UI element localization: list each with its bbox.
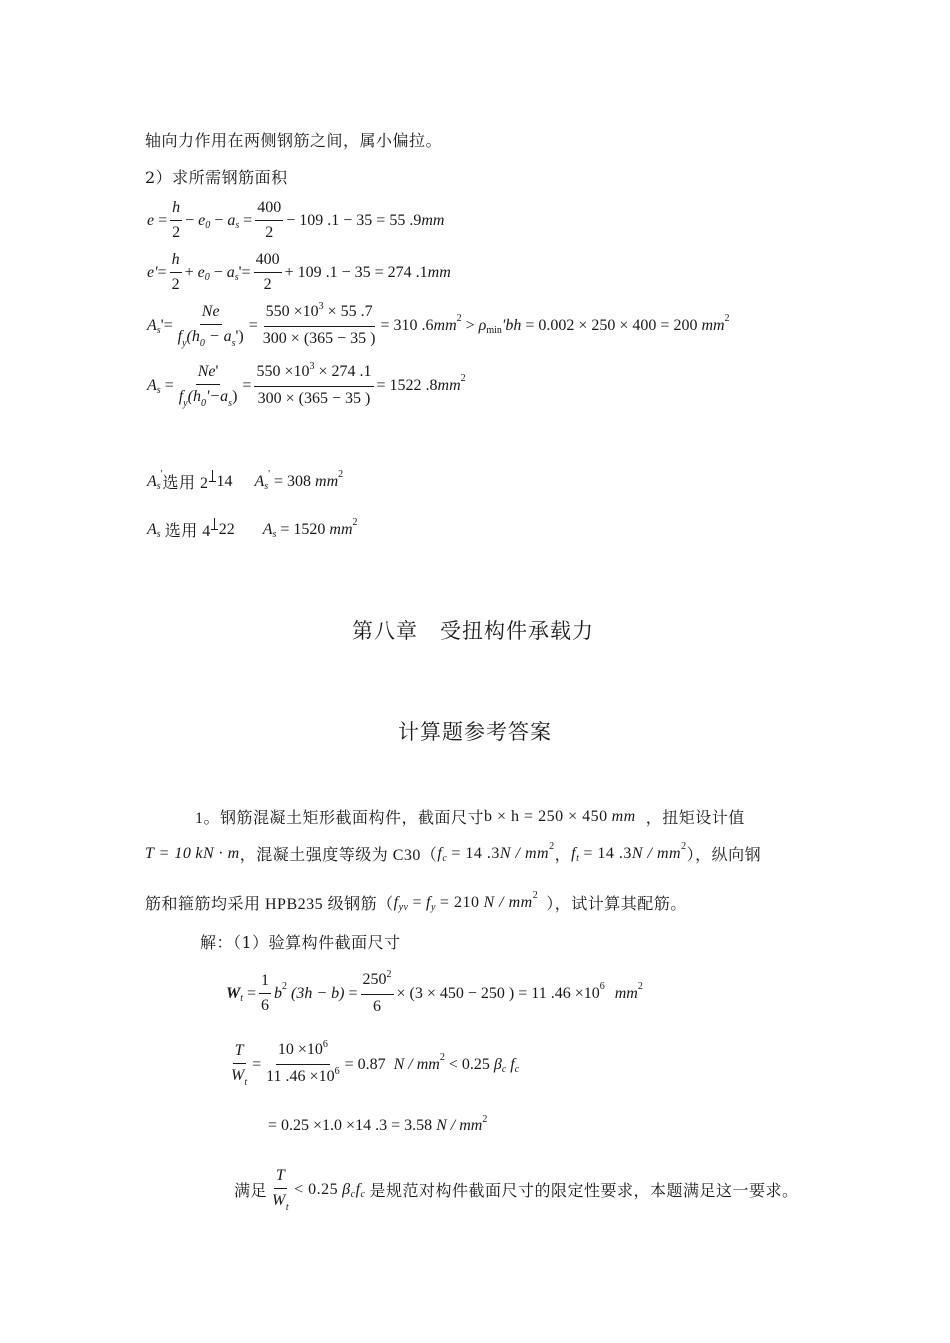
numerator: h bbox=[170, 198, 182, 221]
eq-value: b × h = 250 × 450 bbox=[484, 807, 608, 825]
conclusion-text: 是规范对构件截面尺寸的限定性要求，本题满足这一要求。 bbox=[369, 1183, 799, 1200]
eq-symbol: (h bbox=[187, 388, 201, 405]
numerator bbox=[264, 302, 375, 327]
fraction bbox=[229, 1041, 249, 1088]
subscript: c bbox=[442, 853, 448, 864]
prime-mark: ' bbox=[215, 363, 219, 380]
subscript: 0 bbox=[199, 338, 205, 349]
eq-symbol: e bbox=[198, 211, 206, 229]
eq-symbol: '−a bbox=[205, 388, 229, 405]
bar-diameter: 14 bbox=[216, 472, 233, 490]
subscript: s bbox=[234, 272, 239, 283]
subscript: s bbox=[231, 338, 236, 349]
equation-wt: W t = $\frac{1}{6}$ b 2 (3h − b) = $\frac{250^2}{6}$ × (3 × 450 − 250 ) = 11 .46 ×10 6 mm 2 bbox=[226, 969, 643, 1015]
fraction bbox=[170, 250, 182, 295]
superscript: 2 bbox=[549, 841, 555, 852]
eq-unit: N / mm bbox=[483, 893, 533, 911]
superscript: 2 bbox=[532, 890, 539, 901]
equation-as-prime: A s ' = $\frac{Ne}{f_y(h_0 - a_s')}$ = $\frac{550 \times 10^3 \times 55 .7}{300 \times (365 - 35 )}$ = 310 .6 mm 2 > ρ min 'bh = 0.002 × 250 × 400 = 200 mm 2 bbox=[147, 301, 730, 349]
subscript: yv bbox=[398, 902, 409, 913]
denominator bbox=[176, 325, 246, 349]
fraction bbox=[361, 970, 394, 1017]
superscript: 2 bbox=[681, 841, 687, 852]
subscript: c bbox=[501, 1064, 507, 1075]
eq-symbol: Ne bbox=[197, 363, 216, 380]
eq-symbol: f bbox=[571, 844, 577, 862]
problem-text: ，混凝土强度等级为 C30（ bbox=[239, 847, 438, 864]
eq-operator: > bbox=[465, 316, 475, 334]
eq-symbol: f bbox=[178, 388, 184, 405]
eq-unit: mm bbox=[701, 316, 725, 334]
eq-value: = 1522 .8 bbox=[376, 376, 438, 394]
eq-unit: mm bbox=[315, 472, 339, 490]
eq-unit: mm bbox=[329, 520, 353, 538]
chapter-title: 第八章 受扭构件承载力 bbox=[352, 619, 594, 643]
eq-symbol: (3h − b) bbox=[291, 984, 345, 1002]
subscript: t bbox=[285, 1202, 290, 1213]
eq-value: 550 ×10 bbox=[256, 363, 310, 380]
problem-text: ），试计算其配筋。 bbox=[546, 896, 687, 913]
denominator bbox=[177, 385, 240, 409]
denominator bbox=[229, 1064, 249, 1088]
eq-symbol: A bbox=[262, 520, 273, 538]
fraction bbox=[264, 1040, 341, 1089]
eq-unit: mm bbox=[611, 807, 636, 825]
eq-value: 550 ×10 bbox=[265, 303, 319, 320]
eq-unit: kN · m bbox=[195, 844, 240, 862]
superscript: 2 bbox=[460, 373, 466, 384]
denominator: 2 bbox=[172, 224, 181, 241]
fraction bbox=[254, 250, 282, 295]
problem-text: 筋和箍筋均采用 HPB235 级钢筋（ bbox=[145, 896, 394, 913]
subscript: c bbox=[350, 1189, 356, 1200]
selection-as-prime bbox=[147, 470, 343, 493]
eq-symbol: b bbox=[274, 984, 283, 1002]
fraction bbox=[261, 302, 378, 349]
denominator: 2 bbox=[263, 276, 272, 293]
numerator: 400 bbox=[255, 198, 283, 221]
eq-value: × 55 .7 bbox=[323, 303, 373, 320]
subscript: y bbox=[430, 902, 436, 913]
problem-text: 1。钢筋混凝土矩形截面构件，截面尺寸 bbox=[195, 810, 485, 827]
numerator: T bbox=[233, 1041, 246, 1064]
section-subtitle: 计算题参考答案 bbox=[398, 720, 552, 744]
eq-value: × 274 .1 bbox=[314, 363, 372, 380]
eq-symbol: f bbox=[437, 844, 443, 862]
subscript: t bbox=[244, 1077, 248, 1088]
subscript: s bbox=[156, 529, 161, 540]
subscript: y bbox=[182, 338, 187, 349]
subscript: y bbox=[183, 398, 188, 409]
subscript: 0 bbox=[200, 398, 206, 409]
subscript: s bbox=[156, 481, 161, 492]
problem-text: ），纵向钢 bbox=[686, 847, 762, 864]
superscript: 2 bbox=[352, 517, 358, 528]
subscript: c bbox=[360, 1189, 366, 1200]
subscript: t bbox=[240, 993, 244, 1004]
eq-symbol: f bbox=[177, 328, 183, 345]
eq-symbol: (h bbox=[186, 328, 200, 345]
superscript: 6 bbox=[599, 981, 605, 992]
numerator: Ne bbox=[200, 302, 222, 325]
numerator: h bbox=[170, 250, 182, 273]
numerator bbox=[276, 1040, 330, 1065]
equation-e: e = $\frac{h}{2}$ − e 0 − a s = $\frac{400}{2}$ − 109 .1 − 35 = 55 .9 mm bbox=[147, 199, 445, 241]
denominator: 2 bbox=[171, 276, 180, 293]
eq-symbol: f bbox=[510, 1055, 515, 1073]
subscript: c bbox=[514, 1064, 520, 1075]
denominator: 6 bbox=[373, 998, 382, 1015]
superscript: 2 bbox=[637, 981, 643, 992]
step2-heading: 2）求所需钢筋面积 bbox=[145, 168, 288, 187]
eq-symbol: ) bbox=[232, 388, 238, 405]
eq-value: − 109 .1 − 35 = 55 .9 bbox=[286, 211, 422, 229]
eq-symbol: A bbox=[147, 376, 157, 394]
eq-symbol: a bbox=[227, 211, 236, 229]
eq-value: = 14 .3 bbox=[583, 844, 632, 862]
numerator: 1 bbox=[259, 971, 271, 994]
numerator: T bbox=[274, 1166, 287, 1189]
eq-value: 250 bbox=[362, 971, 387, 988]
eq-symbol: A bbox=[254, 472, 265, 490]
fraction bbox=[170, 198, 182, 243]
subscript: 0 bbox=[205, 220, 211, 231]
superscript: 2 bbox=[338, 469, 344, 480]
denominator: 300 × (365 − 35 ) bbox=[262, 330, 376, 347]
superscript: 6 bbox=[334, 1066, 340, 1077]
subscript: s bbox=[264, 481, 269, 492]
superscript: 2 bbox=[386, 969, 392, 980]
fraction bbox=[254, 362, 373, 409]
intro-line: 轴向力作用在两侧钢筋之间，属小偏拉。 bbox=[145, 131, 443, 150]
superscript: 3 bbox=[309, 361, 315, 372]
superscript: 2 bbox=[456, 313, 462, 324]
eq-unit: N / mm bbox=[631, 844, 682, 862]
subscript: min bbox=[486, 325, 502, 336]
eq-symbol: A bbox=[147, 472, 157, 490]
eq-symbol: e bbox=[147, 211, 155, 229]
fraction bbox=[270, 1166, 291, 1213]
subscript: s bbox=[156, 325, 161, 336]
eq-unit: N / mm bbox=[436, 1117, 483, 1134]
subscript: s bbox=[156, 385, 161, 396]
prime-mark: ' bbox=[160, 469, 163, 480]
eq-value: 10 ×10 bbox=[277, 1041, 323, 1058]
superscript: 3 bbox=[318, 301, 324, 312]
eq-value: = 14 .3 bbox=[451, 844, 500, 862]
eq-unit: mm bbox=[437, 376, 461, 394]
subscript: 0 bbox=[204, 272, 210, 283]
superscript: 2 bbox=[439, 1052, 445, 1063]
subscript: s bbox=[272, 529, 277, 540]
eq-symbol: A bbox=[147, 316, 157, 334]
solution-heading: 解：（1）验算构件截面尺寸 bbox=[200, 933, 401, 952]
subscript: t bbox=[576, 853, 580, 864]
eq-symbol: β bbox=[493, 1055, 502, 1073]
superscript: 2 bbox=[282, 981, 288, 992]
selection-as bbox=[147, 518, 358, 541]
eq-value: × (3 × 450 − 250 ) = 11 .46 ×10 bbox=[396, 984, 600, 1002]
eq-value: = 0.87 bbox=[344, 1055, 386, 1073]
eq-symbol: A bbox=[147, 520, 157, 538]
eq-unit: mm bbox=[614, 984, 638, 1002]
equation-e-prime: e' = $\frac{h}{2}$ + e 0 − a s ' = $\frac{400}{2}$ + 109 .1 − 35 = 274 .1 mm bbox=[147, 251, 451, 293]
problem-text: ，扭矩设计值 bbox=[645, 810, 745, 827]
prime-mark: ' bbox=[268, 469, 271, 480]
superscript: 2 bbox=[482, 1113, 488, 1125]
subscript: s bbox=[235, 220, 240, 231]
problem-line-3: 筋和箍筋均采用 HPB235 级钢筋（ f yv = f y = 210 N / mm 2 ），试计算其配筋。 bbox=[145, 890, 687, 913]
numerator bbox=[196, 362, 221, 385]
eq-symbol: W bbox=[231, 1067, 245, 1084]
selection-text: 选用 4 bbox=[164, 523, 211, 540]
eq-value: T = 10 bbox=[145, 844, 192, 862]
eq-value: = 310 .6 bbox=[380, 316, 434, 334]
numerator bbox=[254, 362, 373, 387]
selection-text: 选用 2 bbox=[162, 475, 209, 492]
eq-symbol: W bbox=[226, 984, 241, 1002]
eq-value: = 1520 bbox=[280, 520, 326, 538]
eq-unit: N / mm bbox=[499, 844, 550, 862]
bar-diameter: 22 bbox=[218, 520, 235, 538]
conclusion-line bbox=[234, 1166, 799, 1213]
eq-symbol: f bbox=[355, 1180, 361, 1198]
eq-unit: mm bbox=[421, 211, 445, 229]
superscript: 6 bbox=[322, 1039, 328, 1050]
numerator bbox=[361, 970, 394, 995]
numerator: 400 bbox=[254, 250, 282, 273]
conclusion-text: 满足 bbox=[234, 1183, 268, 1200]
superscript: 2 bbox=[724, 313, 730, 324]
eq-symbol: a bbox=[226, 263, 235, 281]
eq-symbol: W bbox=[272, 1192, 286, 1209]
eq-symbol: ρ bbox=[478, 316, 487, 334]
prime-mark: ' bbox=[238, 263, 242, 281]
equation-limit bbox=[268, 1113, 488, 1135]
problem-line-2: T = 10 kN · m ，混凝土强度等级为 C30（ f c = 14 .3 N / mm 2 ， f t = 14 .3 N / mm 2 ），纵向钢 bbox=[145, 841, 762, 864]
eq-symbol: ') bbox=[235, 328, 244, 345]
eq-unit: mm bbox=[427, 263, 451, 281]
subscript: s bbox=[228, 398, 233, 409]
eq-symbol: e' bbox=[147, 263, 158, 281]
equation-as: A s = $\frac{Ne'}{f_y(h_0'-a_s)}$ = $\frac{550 \times 10^3 \times 274 .1}{300 \times (365 - 35 )}$ = 1522 .8 mm 2 bbox=[147, 361, 466, 409]
denominator bbox=[264, 1065, 341, 1089]
denominator bbox=[270, 1189, 291, 1213]
denominator: 2 bbox=[265, 224, 274, 241]
fraction bbox=[177, 362, 240, 409]
eq-operator: < 0.25 bbox=[448, 1055, 490, 1073]
eq-value: 11 .46 ×10 bbox=[266, 1068, 335, 1085]
eq-value: = 308 bbox=[274, 472, 312, 490]
equation-ratio: $\frac{T}{W_t}$ = $\frac{10 \times 10^6}{11 .46 \times 10^6}$ = 0.87 N / mm 2 < 0.25 β c f c bbox=[231, 1039, 520, 1088]
fraction bbox=[259, 971, 271, 1016]
eq-unit: N / mm bbox=[393, 1055, 440, 1073]
eq-symbol: β bbox=[342, 1180, 351, 1198]
eq-value: = 0.002 × 250 × 400 = 200 bbox=[525, 316, 698, 334]
eq-symbol: f bbox=[426, 893, 431, 911]
eq-operator: < 0.25 bbox=[294, 1180, 339, 1198]
problem-line-1 bbox=[195, 805, 745, 828]
eq-symbol: e bbox=[197, 263, 205, 281]
eq-value: = 210 bbox=[439, 893, 480, 911]
fraction bbox=[255, 198, 283, 243]
denominator: 6 bbox=[261, 997, 270, 1014]
eq-symbol: − a bbox=[204, 328, 232, 345]
denominator: 300 × (365 − 35 ) bbox=[257, 390, 371, 407]
fraction bbox=[176, 302, 246, 349]
eq-symbol: f bbox=[393, 893, 399, 911]
eq-symbol: 'bh bbox=[501, 316, 522, 334]
eq-value: + 109 .1 − 35 = 274 .1 bbox=[284, 263, 428, 281]
eq-unit: mm bbox=[433, 316, 457, 334]
prime-mark: ' bbox=[160, 316, 164, 334]
eq-value: = 0.25 ×1.0 ×14 .3 = 3.58 bbox=[268, 1117, 433, 1134]
